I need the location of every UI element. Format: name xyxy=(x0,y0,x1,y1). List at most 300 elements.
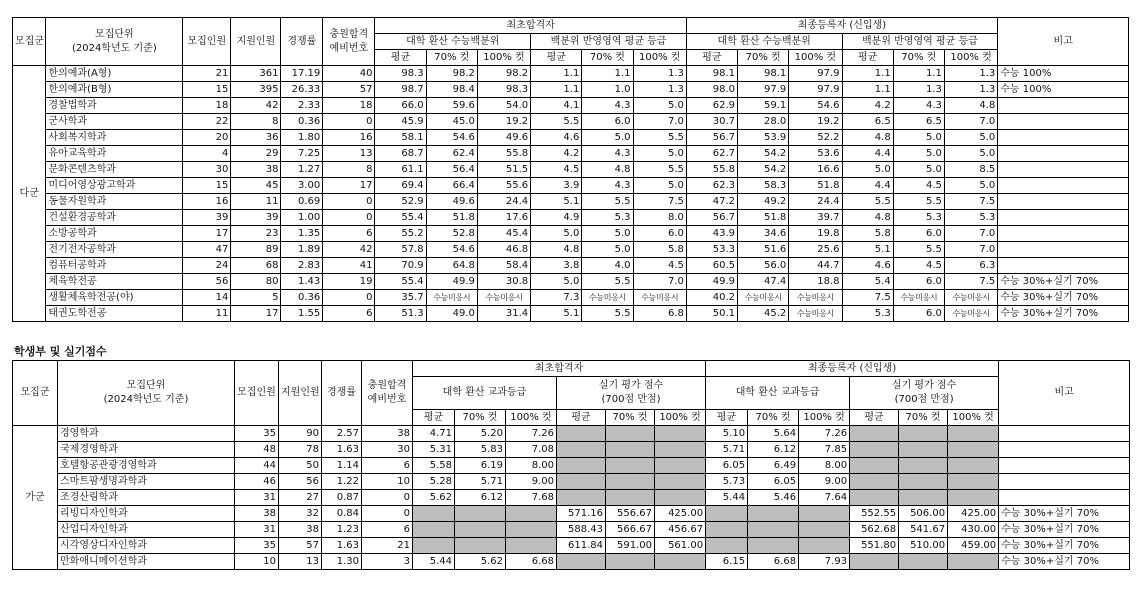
header-70cut: 70% 컷 xyxy=(748,410,799,426)
score-cell: 59.1 xyxy=(738,98,789,114)
score-cell xyxy=(606,474,655,490)
score-cell: 6.68 xyxy=(506,554,557,570)
score-cell: 43.9 xyxy=(686,226,737,242)
quota-cell: 46 xyxy=(235,474,279,490)
unit-name: 전기전자공학과 xyxy=(46,242,183,258)
score-cell: 수능미응시 xyxy=(789,306,842,322)
score-cell: 556.67 xyxy=(606,506,655,522)
score-cell xyxy=(899,554,948,570)
score-cell: 5.0 xyxy=(582,130,633,146)
score-cell: 5.3 xyxy=(842,306,893,322)
waitlist-cell: 41 xyxy=(323,258,375,274)
score-cell: 4.8 xyxy=(531,242,582,258)
table-row xyxy=(13,554,1130,570)
score-cell xyxy=(850,426,899,442)
score-cell xyxy=(799,538,850,554)
note-cell xyxy=(998,226,1129,242)
score-cell: 7.3 xyxy=(531,290,582,306)
score-cell: 4.8 xyxy=(842,130,893,146)
waitlist-cell: 0 xyxy=(323,194,375,210)
score-cell xyxy=(606,442,655,458)
score-cell: 5.8 xyxy=(633,242,686,258)
table-row xyxy=(13,146,1129,162)
unit-name: 체육학전공 xyxy=(46,274,183,290)
score-cell: 7.0 xyxy=(633,274,686,290)
score-cell: 4.8 xyxy=(842,210,893,226)
score-cell: 51.6 xyxy=(738,242,789,258)
score-cell: 17.6 xyxy=(477,210,530,226)
competition-cell: 1.14 xyxy=(322,458,362,474)
score-cell: 30.8 xyxy=(477,274,530,290)
score-cell: 46.8 xyxy=(477,242,530,258)
score-cell: 45.9 xyxy=(375,114,426,130)
score-cell: 57.8 xyxy=(375,242,426,258)
score-cell: 97.9 xyxy=(789,82,842,98)
score-cell: 1.1 xyxy=(531,66,582,82)
score-cell: 561.00 xyxy=(655,538,706,554)
score-cell: 5.0 xyxy=(893,130,944,146)
score-cell: 6.05 xyxy=(748,474,799,490)
competition-cell: 1.30 xyxy=(322,554,362,570)
header-final-registered: 최종등록자 (신입생) xyxy=(686,18,997,34)
quota-cell: 21 xyxy=(183,66,231,82)
score-cell xyxy=(655,474,706,490)
score-cell: 571.16 xyxy=(557,506,606,522)
unit-name: 호텔항공관광경영학과 xyxy=(58,458,235,474)
score-cell: 54.0 xyxy=(477,98,530,114)
score-cell xyxy=(655,458,706,474)
waitlist-cell: 18 xyxy=(323,98,375,114)
score-cell: 51.5 xyxy=(477,162,530,178)
score-cell: 수능미응시 xyxy=(582,290,633,306)
score-cell: 1.3 xyxy=(944,82,997,98)
score-cell: 56.7 xyxy=(686,210,737,226)
score-cell: 62.3 xyxy=(686,178,737,194)
applicants-cell: 13 xyxy=(279,554,322,570)
score-cell: 425.00 xyxy=(655,506,706,522)
competition-cell: 7.25 xyxy=(281,146,323,162)
note-cell: 수능 30%+실기 70% xyxy=(999,522,1130,538)
competition-cell: 26.33 xyxy=(281,82,323,98)
score-cell: 62.4 xyxy=(426,146,477,162)
applicants-cell: 38 xyxy=(231,162,281,178)
waitlist-cell: 0 xyxy=(362,506,413,522)
competition-cell: 2.83 xyxy=(281,258,323,274)
score-cell: 7.93 xyxy=(799,554,850,570)
table-row xyxy=(13,442,1130,458)
score-cell: 5.5 xyxy=(582,306,633,322)
score-cell xyxy=(850,554,899,570)
score-cell xyxy=(413,522,455,538)
applicants-cell: 42 xyxy=(231,98,281,114)
score-cell: 4.1 xyxy=(531,98,582,114)
score-cell: 19.8 xyxy=(789,226,842,242)
score-cell: 6.0 xyxy=(582,114,633,130)
quota-cell: 44 xyxy=(235,458,279,474)
table1-header xyxy=(13,18,1129,66)
unit-name: 리빙디자인학과 xyxy=(58,506,235,522)
waitlist-cell: 30 xyxy=(362,442,413,458)
header-70cut: 70% 컷 xyxy=(738,50,789,66)
score-cell xyxy=(948,442,999,458)
score-cell: 6.19 xyxy=(455,458,506,474)
score-cell xyxy=(948,554,999,570)
note-cell xyxy=(999,490,1130,506)
score-cell: 9.00 xyxy=(799,474,850,490)
score-cell: 5.5 xyxy=(633,130,686,146)
applicants-cell: 80 xyxy=(231,274,281,290)
score-cell xyxy=(506,538,557,554)
score-cell: 수능미응시 xyxy=(426,290,477,306)
score-cell: 49.6 xyxy=(477,130,530,146)
score-cell: 16.6 xyxy=(789,162,842,178)
header-competition: 경쟁률 xyxy=(322,361,362,426)
score-cell: 56.4 xyxy=(426,162,477,178)
score-cell: 54.6 xyxy=(789,98,842,114)
score-cell: 4.2 xyxy=(842,98,893,114)
note-cell: 수능 30%+실기 70% xyxy=(999,506,1130,522)
competition-cell: 1.23 xyxy=(322,522,362,538)
score-cell: 6.0 xyxy=(893,306,944,322)
group-label: 다군 xyxy=(13,66,46,322)
score-cell: 53.3 xyxy=(686,242,737,258)
score-cell: 5.0 xyxy=(582,242,633,258)
unit-name: 미디어영상광고학과 xyxy=(46,178,183,194)
score-cell xyxy=(948,426,999,442)
score-cell: 611.84 xyxy=(557,538,606,554)
quota-cell: 48 xyxy=(235,442,279,458)
note-cell: 수능 30%+실기 70% xyxy=(998,306,1129,322)
score-cell xyxy=(557,490,606,506)
score-cell: 4.8 xyxy=(582,162,633,178)
unit-name: 경영학과 xyxy=(58,426,235,442)
score-cell xyxy=(557,442,606,458)
table-row xyxy=(13,194,1129,210)
score-cell: 98.4 xyxy=(426,82,477,98)
note-cell: 수능 100% xyxy=(998,66,1129,82)
score-cell xyxy=(899,442,948,458)
unit-name: 한의예과(A형) xyxy=(46,66,183,82)
score-cell: 28.0 xyxy=(738,114,789,130)
waitlist-cell: 16 xyxy=(323,130,375,146)
score-cell: 7.0 xyxy=(633,114,686,130)
score-cell: 66.4 xyxy=(426,178,477,194)
score-cell: 5.8 xyxy=(842,226,893,242)
table1-body xyxy=(13,66,1129,322)
header-first-admitted: 최초합격자 xyxy=(413,361,706,377)
score-cell: 97.9 xyxy=(789,66,842,82)
table-row xyxy=(13,258,1129,274)
waitlist-cell: 8 xyxy=(323,162,375,178)
group-label: 가군 xyxy=(13,426,58,570)
score-cell xyxy=(850,458,899,474)
unit-name: 경찰법학과 xyxy=(46,98,183,114)
waitlist-cell: 6 xyxy=(362,522,413,538)
score-cell: 591.00 xyxy=(606,538,655,554)
score-cell: 24.4 xyxy=(789,194,842,210)
score-cell xyxy=(455,538,506,554)
score-cell: 49.6 xyxy=(426,194,477,210)
header-100cut: 100% 컷 xyxy=(789,50,842,66)
score-cell xyxy=(557,474,606,490)
unit-name: 유아교육학과 xyxy=(46,146,183,162)
score-cell: 5.28 xyxy=(413,474,455,490)
score-cell: 55.2 xyxy=(375,226,426,242)
admission-table-suneung xyxy=(12,17,1129,322)
table-row xyxy=(13,458,1130,474)
score-cell: 459.00 xyxy=(948,538,999,554)
score-cell xyxy=(606,426,655,442)
note-cell xyxy=(999,474,1130,490)
score-cell: 5.5 xyxy=(582,274,633,290)
header-first-practical: 실기 평가 점수 (700점 만점) xyxy=(557,377,706,410)
header-70cut: 70% 컷 xyxy=(899,410,948,426)
score-cell: 98.7 xyxy=(375,82,426,98)
score-cell: 5.0 xyxy=(633,178,686,194)
table-row xyxy=(13,538,1130,554)
score-cell: 4.3 xyxy=(582,146,633,162)
score-cell: 62.9 xyxy=(686,98,737,114)
admission-table-practical xyxy=(12,360,1130,570)
score-cell: 54.6 xyxy=(426,130,477,146)
score-cell: 5.0 xyxy=(531,274,582,290)
waitlist-cell: 38 xyxy=(362,426,413,442)
score-cell: 4.4 xyxy=(842,178,893,194)
competition-cell: 0.36 xyxy=(281,114,323,130)
header-first-suneung: 대학 환산 수능백분위 xyxy=(375,34,531,50)
score-cell: 40.2 xyxy=(686,290,737,306)
score-cell: 98.1 xyxy=(738,66,789,82)
table-row xyxy=(13,242,1129,258)
applicants-cell: 395 xyxy=(231,82,281,98)
header-100cut: 100% 컷 xyxy=(477,50,530,66)
unit-name: 국제경영학과 xyxy=(58,442,235,458)
score-cell: 6.49 xyxy=(748,458,799,474)
score-cell xyxy=(899,458,948,474)
score-cell: 5.10 xyxy=(706,426,748,442)
note-cell xyxy=(998,114,1129,130)
score-cell: 53.6 xyxy=(789,146,842,162)
score-cell: 6.68 xyxy=(748,554,799,570)
unit-name: 문화콘텐츠학과 xyxy=(46,162,183,178)
header-70cut: 70% 컷 xyxy=(426,50,477,66)
score-cell: 5.3 xyxy=(893,210,944,226)
score-cell xyxy=(606,554,655,570)
score-cell: 49.2 xyxy=(738,194,789,210)
quota-cell: 22 xyxy=(183,114,231,130)
score-cell: 56.7 xyxy=(686,130,737,146)
score-cell: 6.5 xyxy=(842,114,893,130)
score-cell: 56.0 xyxy=(738,258,789,274)
score-cell: 5.58 xyxy=(413,458,455,474)
score-cell: 5.31 xyxy=(413,442,455,458)
score-cell: 64.8 xyxy=(426,258,477,274)
score-cell: 6.15 xyxy=(706,554,748,570)
score-cell xyxy=(899,474,948,490)
applicants-cell: 27 xyxy=(279,490,322,506)
header-applicants: 지원인원 xyxy=(231,18,281,66)
score-cell: 61.1 xyxy=(375,162,426,178)
quota-cell: 15 xyxy=(183,178,231,194)
score-cell: 5.73 xyxy=(706,474,748,490)
score-cell: 35.7 xyxy=(375,290,426,306)
header-first-admitted: 최초합격자 xyxy=(375,18,686,34)
quota-cell: 39 xyxy=(183,210,231,226)
score-cell: 44.7 xyxy=(789,258,842,274)
note-cell xyxy=(998,98,1129,114)
applicants-cell: 50 xyxy=(279,458,322,474)
table-row xyxy=(13,178,1129,194)
applicants-cell: 23 xyxy=(231,226,281,242)
quota-cell: 56 xyxy=(183,274,231,290)
note-cell: 수능 30%+실기 70% xyxy=(998,290,1129,306)
header-avg: 평균 xyxy=(531,50,582,66)
score-cell: 6.3 xyxy=(944,258,997,274)
note-cell xyxy=(998,258,1129,274)
note-cell: 수능 30%+실기 70% xyxy=(999,538,1130,554)
quota-cell: 38 xyxy=(235,506,279,522)
score-cell: 1.0 xyxy=(582,82,633,98)
competition-cell: 2.57 xyxy=(322,426,362,442)
score-cell xyxy=(655,490,706,506)
table-row xyxy=(13,426,1130,442)
score-cell: 50.1 xyxy=(686,306,737,322)
score-cell: 55.4 xyxy=(375,210,426,226)
score-cell xyxy=(748,538,799,554)
waitlist-cell: 6 xyxy=(362,458,413,474)
table-row xyxy=(13,66,1129,82)
score-cell: 4.6 xyxy=(531,130,582,146)
table-row xyxy=(13,290,1129,306)
header-100cut: 100% 컷 xyxy=(799,410,850,426)
quota-cell: 15 xyxy=(183,82,231,98)
note-cell xyxy=(998,194,1129,210)
score-cell: 3.8 xyxy=(531,258,582,274)
score-cell: 6.8 xyxy=(633,306,686,322)
score-cell: 34.6 xyxy=(738,226,789,242)
waitlist-cell: 42 xyxy=(323,242,375,258)
header-avg: 평균 xyxy=(850,410,899,426)
score-cell xyxy=(557,426,606,442)
quota-cell: 24 xyxy=(183,258,231,274)
score-cell: 430.00 xyxy=(948,522,999,538)
unit-name: 동물자원학과 xyxy=(46,194,183,210)
table2-body xyxy=(13,426,1130,570)
waitlist-cell: 21 xyxy=(362,538,413,554)
applicants-cell: 89 xyxy=(231,242,281,258)
score-cell: 5.0 xyxy=(531,226,582,242)
waitlist-cell: 17 xyxy=(323,178,375,194)
score-cell: 4.5 xyxy=(531,162,582,178)
table-row xyxy=(13,130,1129,146)
score-cell: 5.0 xyxy=(633,146,686,162)
table-row xyxy=(13,306,1129,322)
waitlist-cell: 3 xyxy=(362,554,413,570)
score-cell: 수능미응시 xyxy=(944,290,997,306)
header-unit: 모집단위 (2024학년도 기준) xyxy=(46,18,183,66)
score-cell: 7.5 xyxy=(944,194,997,210)
score-cell: 1.3 xyxy=(633,66,686,82)
score-cell: 7.5 xyxy=(944,274,997,290)
score-cell: 수능미응시 xyxy=(944,306,997,322)
score-cell: 541.67 xyxy=(899,522,948,538)
header-100cut: 100% 컷 xyxy=(633,50,686,66)
header-final-grade: 백분위 반영영역 평균 등급 xyxy=(842,34,998,50)
score-cell: 5.83 xyxy=(455,442,506,458)
score-cell: 562.68 xyxy=(850,522,899,538)
score-cell: 5.44 xyxy=(706,490,748,506)
score-cell: 9.00 xyxy=(506,474,557,490)
score-cell: 4.6 xyxy=(842,258,893,274)
score-cell xyxy=(706,506,748,522)
score-cell: 5.1 xyxy=(842,242,893,258)
applicants-cell: 57 xyxy=(279,538,322,554)
table-row xyxy=(13,82,1129,98)
note-cell: 수능 30%+실기 70% xyxy=(999,554,1130,570)
score-cell: 5.0 xyxy=(893,146,944,162)
score-cell: 5.4 xyxy=(842,274,893,290)
score-cell: 1.3 xyxy=(633,82,686,98)
competition-cell: 1.27 xyxy=(281,162,323,178)
score-cell: 45.4 xyxy=(477,226,530,242)
score-cell: 1.1 xyxy=(531,82,582,98)
applicants-cell: 39 xyxy=(231,210,281,226)
score-cell: 52.8 xyxy=(426,226,477,242)
header-avg: 평균 xyxy=(557,410,606,426)
score-cell: 4.5 xyxy=(633,258,686,274)
score-cell: 8.5 xyxy=(944,162,997,178)
score-cell: 1.1 xyxy=(893,66,944,82)
header-avg: 평균 xyxy=(413,410,455,426)
score-cell: 66.0 xyxy=(375,98,426,114)
score-cell: 4.4 xyxy=(842,146,893,162)
score-cell: 6.0 xyxy=(633,226,686,242)
competition-cell: 1.43 xyxy=(281,274,323,290)
unit-name: 건설환경공학과 xyxy=(46,210,183,226)
score-cell: 4.8 xyxy=(944,98,997,114)
waitlist-cell: 0 xyxy=(323,210,375,226)
score-cell: 1.3 xyxy=(893,82,944,98)
score-cell: 5.64 xyxy=(748,426,799,442)
quota-cell: 47 xyxy=(183,242,231,258)
score-cell: 5.0 xyxy=(842,162,893,178)
waitlist-cell: 0 xyxy=(362,490,413,506)
score-cell: 5.5 xyxy=(582,194,633,210)
competition-cell: 1.55 xyxy=(281,306,323,322)
header-unit: 모집단위 (2024학년도 기준) xyxy=(58,361,235,426)
score-cell: 6.0 xyxy=(893,274,944,290)
score-cell: 4.9 xyxy=(531,210,582,226)
score-cell: 5.5 xyxy=(633,162,686,178)
header-avg: 평균 xyxy=(686,50,737,66)
header-applicants: 지원인원 xyxy=(279,361,322,426)
score-cell: 58.1 xyxy=(375,130,426,146)
score-cell: 수능미응시 xyxy=(893,290,944,306)
waitlist-cell: 10 xyxy=(362,474,413,490)
score-cell xyxy=(557,554,606,570)
competition-cell: 2.33 xyxy=(281,98,323,114)
header-quota: 모집인원 xyxy=(183,18,231,66)
header-70cut: 70% 컷 xyxy=(606,410,655,426)
score-cell: 51.8 xyxy=(738,210,789,226)
score-cell xyxy=(899,426,948,442)
quota-cell: 30 xyxy=(183,162,231,178)
score-cell: 53.9 xyxy=(738,130,789,146)
header-first-grade: 대학 환산 교과등급 xyxy=(413,377,557,410)
score-cell xyxy=(948,458,999,474)
score-cell xyxy=(948,490,999,506)
score-cell: 19.2 xyxy=(789,114,842,130)
